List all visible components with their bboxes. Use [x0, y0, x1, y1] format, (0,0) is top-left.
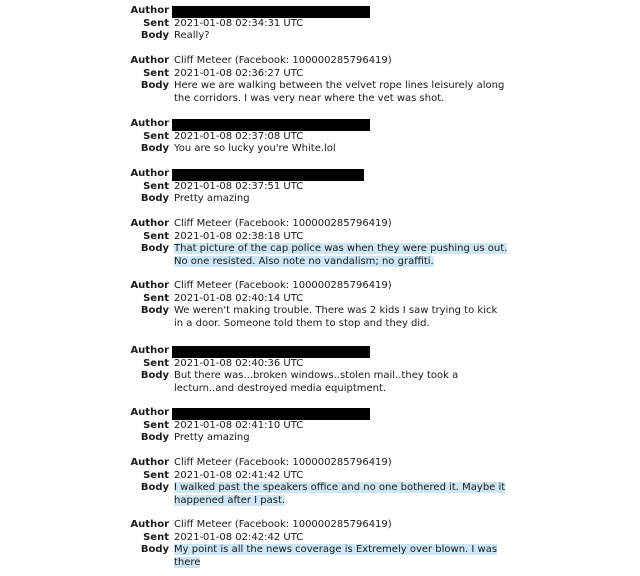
body-line — [174, 30, 492, 43]
author-row — [0, 519, 640, 532]
sent-label: Sent — [143, 469, 169, 481]
author-row — [0, 218, 640, 231]
body-label: Body — [140, 193, 169, 205]
author-row — [0, 280, 640, 293]
body-line-text: My point is all the news coverage is Extremely over blown. I was — [174, 544, 498, 556]
author-label: Author — [130, 280, 169, 291]
body-line-text: there — [174, 556, 201, 568]
body-line-text: But there was...broken windows..stolen mail..they took a — [174, 370, 459, 382]
body-row — [0, 193, 640, 206]
author-value: Cliff Meteer (Facebook: 100000285796419) — [174, 519, 392, 530]
author-value: Cliff Meteer (Facebook: 100000285796419) — [174, 457, 392, 468]
sent-label: Sent — [143, 180, 169, 192]
message-entry — [0, 118, 640, 156]
author-row — [0, 55, 640, 68]
body-text — [174, 432, 492, 445]
redaction-bar — [172, 169, 364, 181]
sent-row — [0, 231, 640, 244]
sent-value: 2021-01-08 02:36:27 UTC — [174, 67, 304, 79]
author-label: Author — [130, 168, 169, 179]
sent-row — [0, 181, 640, 194]
sent-row — [0, 131, 640, 144]
redaction-bar — [172, 6, 370, 18]
author-value: Cliff Meteer (Facebook: 100000285796419) — [174, 55, 392, 66]
body-line-text: We weren't making trouble. There was 2 kids I saw trying to kick — [174, 305, 498, 317]
message-entry — [0, 280, 640, 330]
body-label: Body — [140, 370, 169, 382]
author-value: Cliff Meteer (Facebook: 100000285796419) — [174, 218, 392, 229]
body-line-text: happened after I past. — [174, 494, 286, 506]
author-row — [0, 407, 640, 420]
author-row — [0, 118, 640, 131]
body-line — [174, 482, 506, 495]
body-text — [174, 482, 506, 507]
sent-row — [0, 358, 640, 371]
body-line — [174, 495, 492, 508]
body-label: Body — [140, 482, 169, 494]
message-entry — [0, 5, 640, 43]
body-line-text: lecturn..and destroyed media equiptment. — [174, 382, 387, 394]
body-row — [0, 143, 640, 156]
body-line — [174, 305, 498, 318]
author-label: Author — [130, 55, 169, 66]
sent-value: 2021-01-08 02:38:18 UTC — [174, 230, 304, 242]
body-row — [0, 30, 640, 43]
author-label: Author — [130, 519, 169, 530]
body-label: Body — [140, 432, 169, 444]
body-line — [174, 256, 492, 269]
sent-label: Sent — [143, 357, 169, 369]
body-line — [174, 143, 492, 156]
body-line-text: Pretty amazing — [174, 432, 250, 444]
sent-row — [0, 420, 640, 433]
body-line-text: Pretty amazing — [174, 193, 250, 205]
author-row — [0, 5, 640, 18]
body-label: Body — [140, 143, 169, 155]
sent-value: 2021-01-08 02:37:08 UTC — [174, 130, 304, 142]
sent-row — [0, 18, 640, 31]
sent-label: Sent — [143, 531, 169, 543]
body-text — [174, 143, 492, 156]
body-line — [174, 243, 508, 256]
sent-value: 2021-01-08 02:41:42 UTC — [174, 469, 304, 481]
author-row — [0, 457, 640, 470]
sent-value: 2021-01-08 02:40:36 UTC — [174, 357, 304, 369]
body-row — [0, 370, 640, 395]
sent-label: Sent — [143, 130, 169, 142]
body-text — [174, 370, 492, 395]
body-line — [174, 80, 505, 93]
message-entry — [0, 519, 640, 569]
author-row — [0, 168, 640, 181]
body-text — [174, 305, 498, 330]
message-entry — [0, 55, 640, 105]
body-label: Body — [140, 243, 169, 255]
sent-value: 2021-01-08 02:41:10 UTC — [174, 419, 304, 431]
body-row — [0, 544, 640, 569]
body-line-text: No one resisted. Also note no vandalism; no graffiti. — [174, 255, 434, 267]
body-text — [174, 30, 492, 43]
redaction-bar — [172, 346, 370, 358]
message-entry — [0, 345, 640, 395]
body-line — [174, 432, 492, 445]
author-label: Author — [130, 218, 169, 229]
body-line — [174, 370, 492, 383]
body-line-text: in a door. Someone told them to stop and they did. — [174, 317, 430, 329]
message-entry — [0, 407, 640, 445]
body-label: Body — [140, 305, 169, 317]
sent-label: Sent — [143, 17, 169, 29]
body-line-text: I walked past the speakers office and no one bothered it. Maybe it — [174, 482, 506, 494]
body-row — [0, 243, 640, 268]
body-text — [174, 544, 498, 569]
message-entry — [0, 218, 640, 268]
author-label: Author — [130, 118, 169, 129]
sent-label: Sent — [143, 67, 169, 79]
body-line-text: You are so lucky you're White.lol — [174, 143, 336, 155]
author-label: Author — [130, 345, 169, 356]
redaction-bar — [172, 119, 370, 131]
body-line-text: That picture of the cap police was when they were pushing us out. — [174, 243, 508, 255]
body-line-text: the corridors. I was very near where the vet was shot. — [174, 92, 445, 104]
redaction-bar — [172, 408, 370, 420]
sent-row — [0, 68, 640, 81]
body-line-text: Here we are walking between the velvet rope lines leisurely along — [174, 80, 505, 92]
author-row — [0, 345, 640, 358]
sent-label: Sent — [143, 292, 169, 304]
body-label: Body — [140, 544, 169, 556]
author-label: Author — [130, 407, 169, 418]
body-line — [174, 544, 498, 557]
sent-row — [0, 532, 640, 545]
sent-value: 2021-01-08 02:42:42 UTC — [174, 531, 304, 543]
body-text — [174, 243, 508, 268]
sent-label: Sent — [143, 419, 169, 431]
author-label: Author — [130, 5, 169, 16]
body-line-text: Really? — [174, 30, 210, 42]
body-label: Body — [140, 30, 169, 42]
body-row — [0, 80, 640, 105]
sent-value: 2021-01-08 02:34:31 UTC — [174, 17, 304, 29]
body-label: Body — [140, 80, 169, 92]
body-text — [174, 193, 492, 206]
message-entry — [0, 168, 640, 206]
sent-label: Sent — [143, 230, 169, 242]
body-line — [174, 193, 492, 206]
sent-row — [0, 293, 640, 306]
body-line — [174, 383, 492, 396]
body-row — [0, 432, 640, 445]
body-row — [0, 305, 640, 330]
body-text — [174, 80, 505, 105]
author-label: Author — [130, 457, 169, 468]
sent-row — [0, 470, 640, 483]
message-entry — [0, 457, 640, 507]
body-line — [174, 93, 492, 106]
sent-value: 2021-01-08 02:37:51 UTC — [174, 180, 304, 192]
sent-value: 2021-01-08 02:40:14 UTC — [174, 292, 304, 304]
author-value: Cliff Meteer (Facebook: 100000285796419) — [174, 280, 392, 291]
body-line — [174, 557, 492, 570]
body-line — [174, 318, 492, 331]
body-row — [0, 482, 640, 507]
